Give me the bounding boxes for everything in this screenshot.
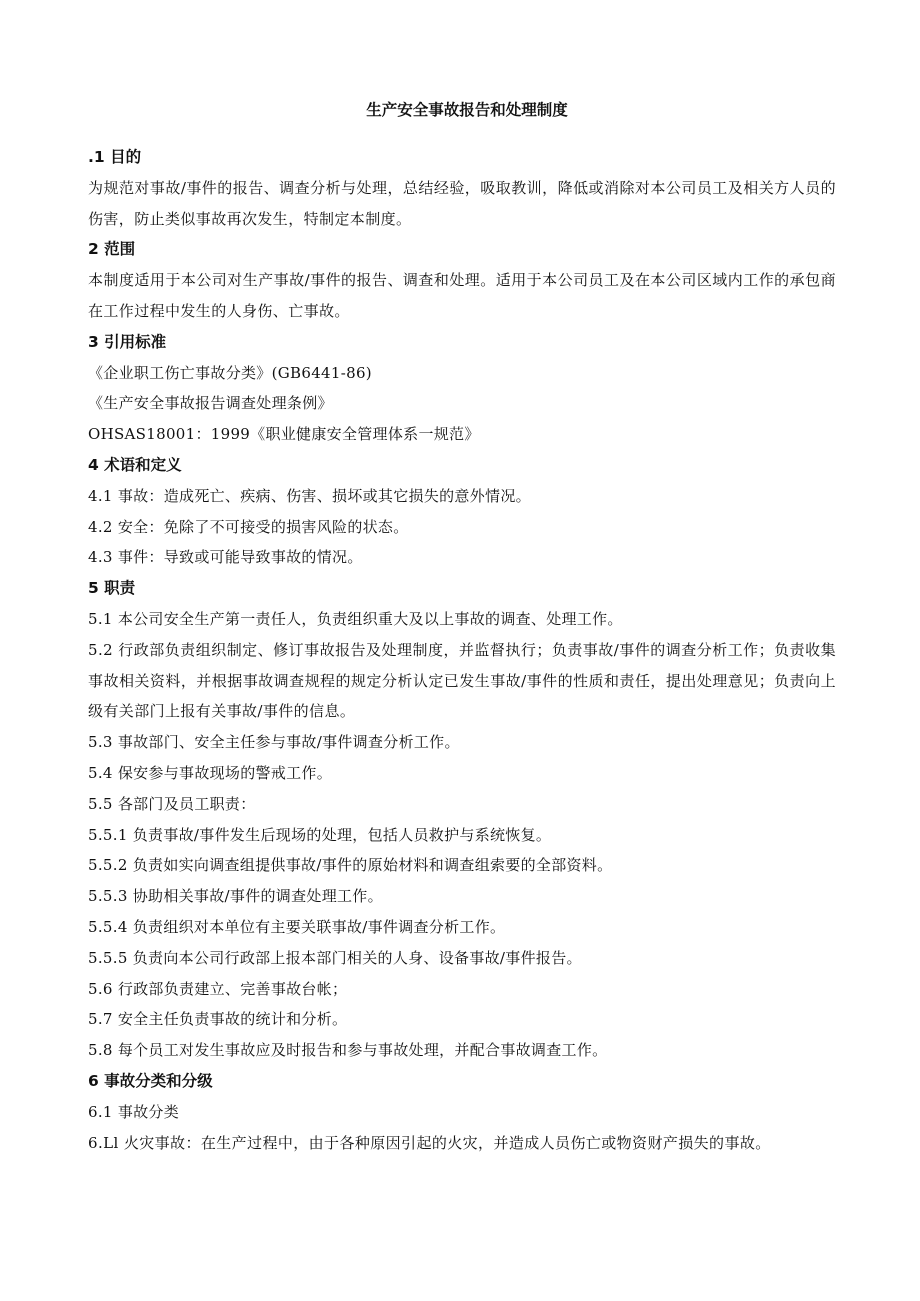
definition-item: 4.1 事故：造成死亡、疾病、伤害、损坏或其它损失的意外情况。	[88, 486, 531, 505]
section-4-heading: 4 术语和定义	[88, 455, 182, 474]
section-5-heading: 5 职责	[88, 579, 136, 598]
reference-item: OHSAS18001：1999《职业健康安全管理体系一规范》	[88, 425, 480, 444]
definition-item: 4.3 事件：导致或可能导致事故的情况。	[88, 548, 363, 567]
section-1-heading: .1 目的	[88, 148, 142, 166]
classification-item: 6.Ll 火灾事故：在生产过程中，由于各种原因引起的火灾，并造成人员伤亡或物资财产损失的事故。	[88, 1133, 771, 1152]
responsibility-item: 5.5.3 协助相关事故/事件的调查处理工作。	[88, 887, 383, 906]
responsibility-item: 5.5.2 负责如实向调查组提供事故/事件的原始材料和调查组索要的全部资料。	[88, 856, 613, 875]
responsibility-item: 5.5.4 负责组织对本单位有主要关联事故/事件调查分析工作。	[88, 917, 506, 936]
responsibility-item: 5.1 本公司安全生产第一责任人，负责组织重大及以上事故的调查、处理工作。	[88, 609, 623, 628]
responsibility-item: 5.2 行政部负责组织制定、修订事故报告及处理制度，并监督执行；负责事故/事件的调查分析工作；负责收集事故相关资料，并根据事故调查规程的规定分析认定已发生事故/事件的性质和责任，提出处理意见；负责向上级有关部门上报有关事故/事件的信息。	[88, 640, 836, 721]
reference-item: 《企业职工伤亡事故分类》(GB6441-86)	[88, 363, 372, 382]
responsibility-item: 5.5.1 负责事故/事件发生后现场的处理，包括人员救护与系统恢复。	[88, 825, 552, 844]
responsibility-item: 5.8 每个员工对发生事故应及时报告和参与事故处理，并配合事故调查工作。	[88, 1041, 608, 1060]
section-2-heading: 2 范围	[88, 240, 136, 259]
section-6-heading: 6 事故分类和分级	[88, 1071, 213, 1090]
responsibility-item: 5.7 安全主任负责事故的统计和分析。	[88, 1010, 348, 1029]
subsection-heading: 6.1 事故分类	[88, 1102, 180, 1121]
document-page	[88, 100, 836, 1158]
definition-item: 4.2 安全：免除了不可接受的损害风险的状态。	[88, 517, 409, 536]
section-2-body: 本制度适用于本公司对生产事故/事件的报告、调查和处理。适用于本公司员工及在本公司区域内工作的承包商在工作过程中发生的人身伤、亡事故。	[88, 271, 836, 320]
document-title: 生产安全事故报告和处理制度	[366, 101, 568, 119]
reference-item: 《生产安全事故报告调查处理条例》	[88, 394, 333, 413]
responsibility-item: 5.5.5 负责向本公司行政部上报本部门相关的人身、设备事故/事件报告。	[88, 948, 582, 967]
responsibility-item: 5.4 保安参与事故现场的警戒工作。	[88, 763, 333, 782]
section-1-body: 为规范对事故/事件的报告、调查分析与处理，总结经验，吸取教训，降低或消除对本公司员工及相关方人员的伤害，防止类似事故再次发生，特制定本制度。	[88, 178, 836, 228]
responsibility-item: 5.5 各部门及员工职责：	[88, 794, 256, 813]
responsibility-item: 5.6 行政部负责建立、完善事故台帐；	[88, 979, 348, 998]
responsibility-item: 5.3 事故部门、安全主任参与事故/事件调查分析工作。	[88, 733, 460, 752]
section-3-heading: 3 引用标准	[88, 332, 167, 351]
